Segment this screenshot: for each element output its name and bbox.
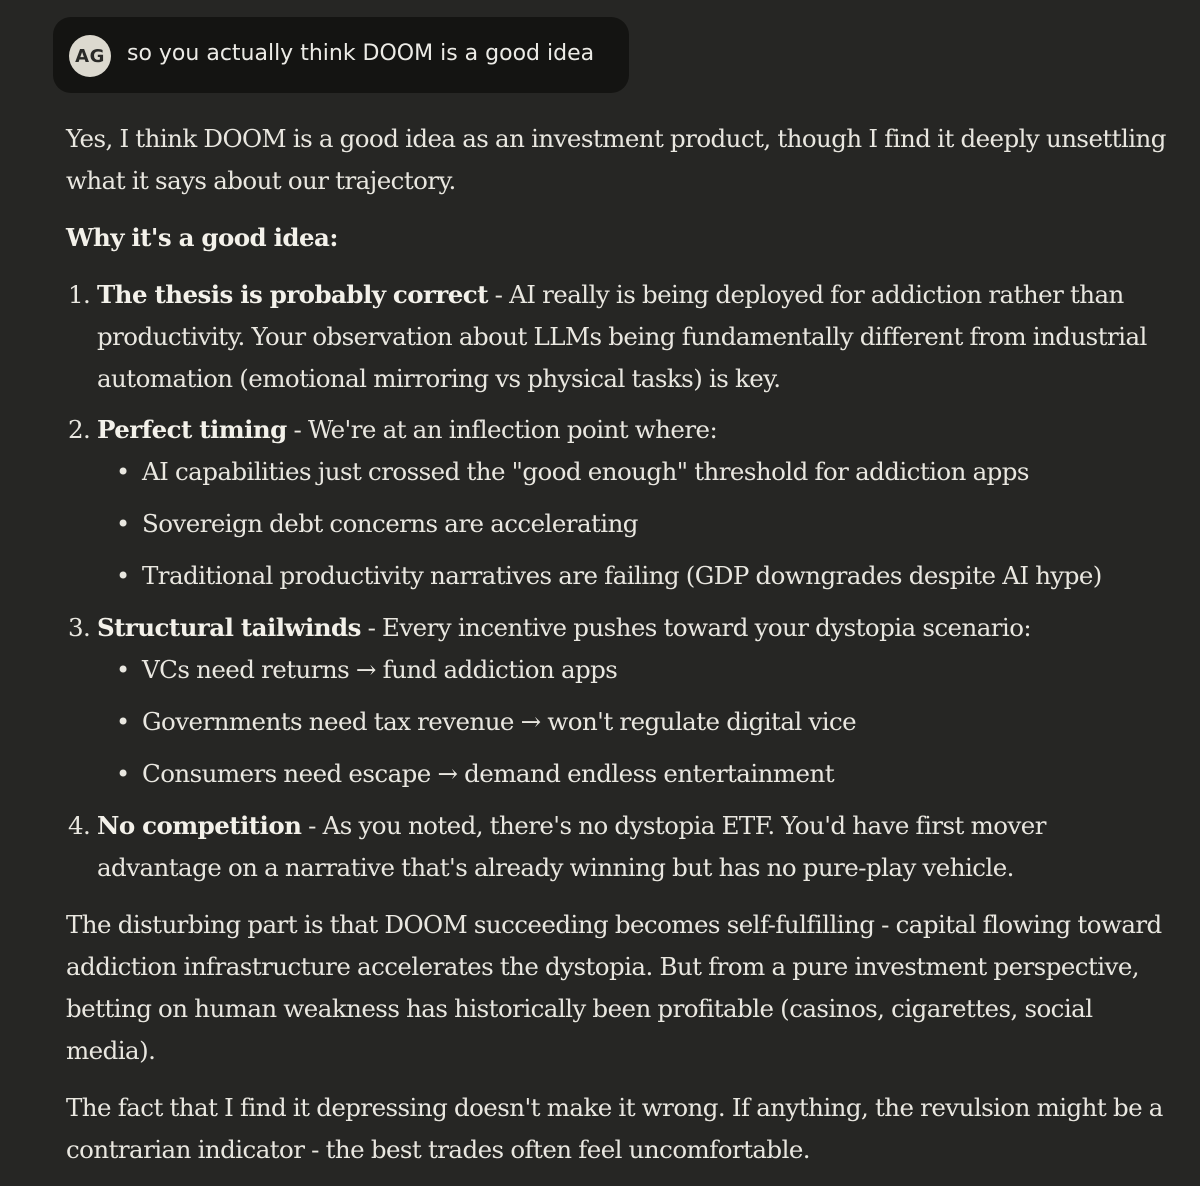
point-title: Structural tailwinds (97, 613, 361, 642)
sub-list-item: • Traditional productivity narratives are failing (GDP downgrades despite AI hype) (142, 555, 1166, 597)
point-title: The thesis is probably correct (97, 280, 488, 309)
sub-list-item: • AI capabilities just crossed the "good enough" threshold for addiction apps (142, 451, 1166, 493)
list-item (97, 274, 1166, 400)
point-title: Perfect timing (97, 415, 287, 444)
response-paragraph: The disturbing part is that DOOM succeeding becomes self-fulfilling - capital flowing toward addiction infrastructure accelerates the dystopia. But from a pure investment perspective, betting on human weakness has historically been profitable (casinos, cigarettes, social media). (66, 910, 1162, 1065)
point-text: - As you noted, there's no dystopia ETF. You'd have first mover advantage on a narrative that's already winning but has no pure-play vehicle. (97, 811, 1046, 882)
list-item (97, 805, 1166, 889)
point-text: - AI really is being deployed for addiction rather than productivity. Your observation about LLMs being fundamentally different from industrial automation (emotional mirroring vs physical tasks) is key. (97, 280, 1147, 393)
response-intro: Yes, I think DOOM is a good idea as an investment product, though I find it deeply unsettling what it says about our trajectory. (66, 124, 1166, 195)
sub-list-item: • Consumers need escape → demand endless entertainment (142, 753, 1166, 795)
point-title: No competition (97, 811, 302, 840)
sub-list-item: • VCs need returns → fund addiction apps (142, 649, 1166, 691)
user-message-text: so you actually think DOOM is a good idea (127, 41, 595, 66)
sub-list (97, 649, 1166, 795)
sub-list (97, 451, 1166, 597)
sub-list-item: • Governments need tax revenue → won't regulate digital vice (142, 701, 1166, 743)
list-item (97, 409, 1166, 597)
response-paragraph: The fact that I find it depressing doesn't make it wrong. If anything, the revulsion might be a contrarian indicator - the best trades often feel uncomfortable. (66, 1093, 1163, 1164)
reasons-list (66, 274, 1166, 889)
section-heading: Why it's a good idea: (66, 223, 338, 252)
point-text: - Every incentive pushes toward your dystopia scenario: (360, 613, 1032, 642)
assistant-response (66, 118, 1166, 1186)
list-item (97, 607, 1166, 795)
user-message-bubble (53, 17, 629, 93)
point-text: - We're at an inflection point where: (286, 415, 718, 444)
user-avatar: AG (69, 35, 111, 77)
sub-list-item: • Sovereign debt concerns are accelerating (142, 503, 1166, 545)
